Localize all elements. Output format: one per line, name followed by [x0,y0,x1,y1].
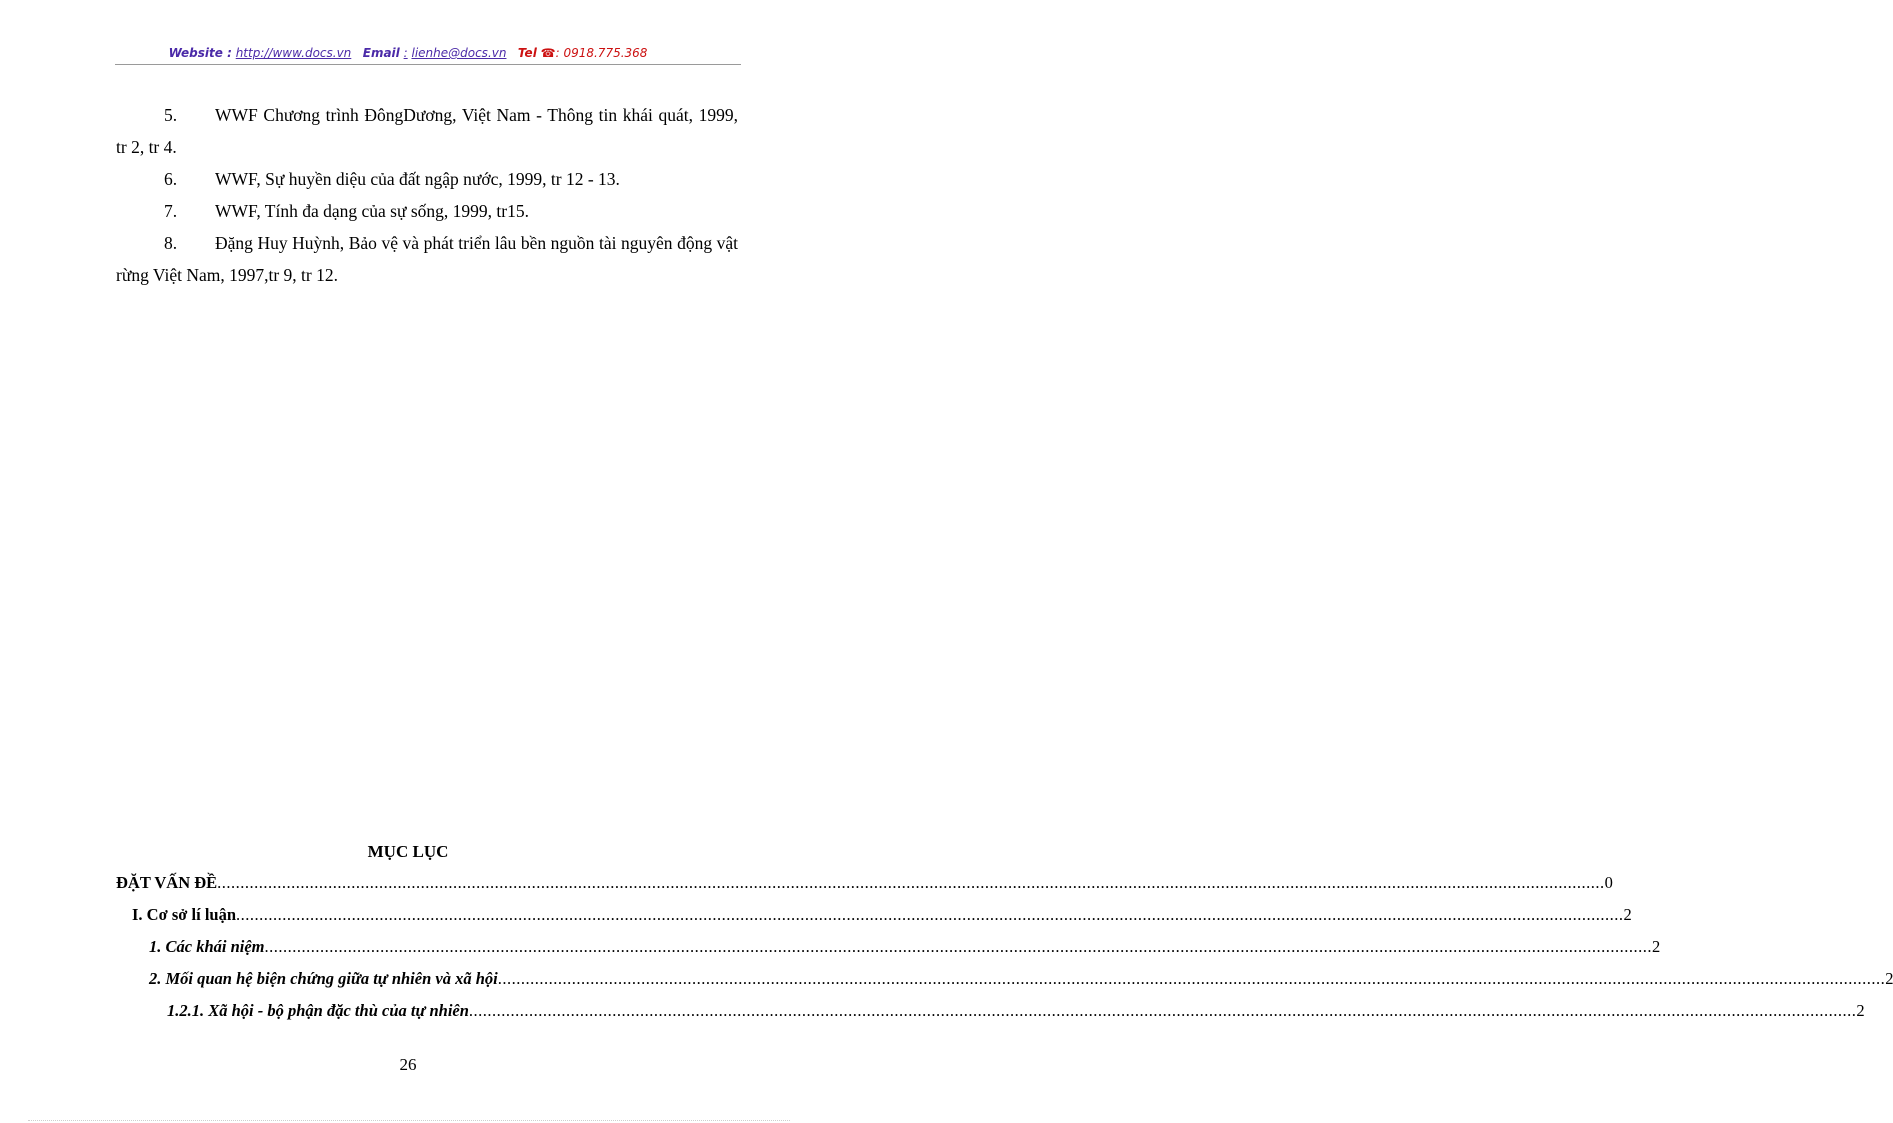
website-label: Website : [168,46,232,60]
reference-text: WWF Chương trình ĐôngDương, Việt Nam - Thông tin khái quát, 1999, tr 2, tr 4. [116,105,738,157]
email-separator: : [403,46,408,60]
website-link[interactable]: http://www.docs.vn [235,46,352,60]
reference-item [116,99,738,163]
tel-label: Tel [517,46,537,60]
reference-list [116,99,738,291]
toc-entry-page: 2 [1652,937,1661,956]
phone-icon: ☎ [540,46,556,60]
toc-leader: ............................................................................................................................................................................................................................................................................................................ [236,905,1624,924]
reference-text: Đặng Huy Huỳnh, Bảo vệ và phát triển lâu bền nguồn tài nguyên động vật rừng Việt Nam, 1997,tr 9, tr 12. [116,233,738,285]
toc-leader: ............................................................................................................................................................................................................................................................................................................ [264,937,1653,956]
toc-entry-page: 2 [1623,905,1632,924]
reference-item [116,163,738,195]
toc-entry[interactable] [116,905,1632,937]
toc-entry-page: 2 [1856,1001,1865,1020]
reference-text: WWF, Tính đa dạng của sự sống, 1999, tr15. [215,201,529,221]
toc-entry[interactable] [116,1001,1865,1033]
reference-number: 7. [164,201,178,221]
reference-number: 6. [164,169,178,189]
toc-leader: ............................................................................................................................................................................................................................................................................................................ [468,1001,1857,1020]
toc-entry-label: 1.2.1. Xã hội - bộ phận đặc thù của tự nhiên [167,1001,469,1020]
toc-entry-page: 2 [1885,969,1893,988]
phone-number: : 0918.775.368 [555,46,648,60]
page-header [0,46,816,60]
toc-title: MỤC LỤC [367,842,449,861]
toc-entry[interactable] [116,969,1893,1001]
toc-entry-label: 1. Các khái niệm [149,937,265,956]
toc-leader: ............................................................................................................................................................................................................................................................................................................ [217,873,1605,892]
header-divider [115,64,741,65]
toc-entry-label: ĐẶT VẤN ĐỀ [116,873,218,892]
reference-number: 5. [164,105,178,125]
toc-entry-label: I. Cơ sở lí luận [132,905,237,924]
reference-text: WWF, Sự huyền diệu của đất ngập nước, 1999, tr 12 - 13. [215,169,620,189]
table-of-contents [116,873,1893,1033]
toc-leader: ............................................................................................................................................................................................................................................................................................................ [497,969,1886,988]
reference-number: 8. [164,233,178,253]
footer-divider [28,1120,790,1121]
toc-entry[interactable] [116,873,1613,905]
email-link[interactable]: lienhe@docs.vn [411,46,507,60]
page-number: 26 [399,1055,417,1074]
toc-entry-page: 0 [1604,873,1613,892]
email-label: Email [362,46,400,60]
reference-item [116,195,738,227]
toc-entry-label: 2. Mối quan hệ biện chứng giữa tự nhiên và xã hội [149,969,498,988]
toc-entry[interactable] [116,937,1661,969]
reference-item [116,227,738,291]
